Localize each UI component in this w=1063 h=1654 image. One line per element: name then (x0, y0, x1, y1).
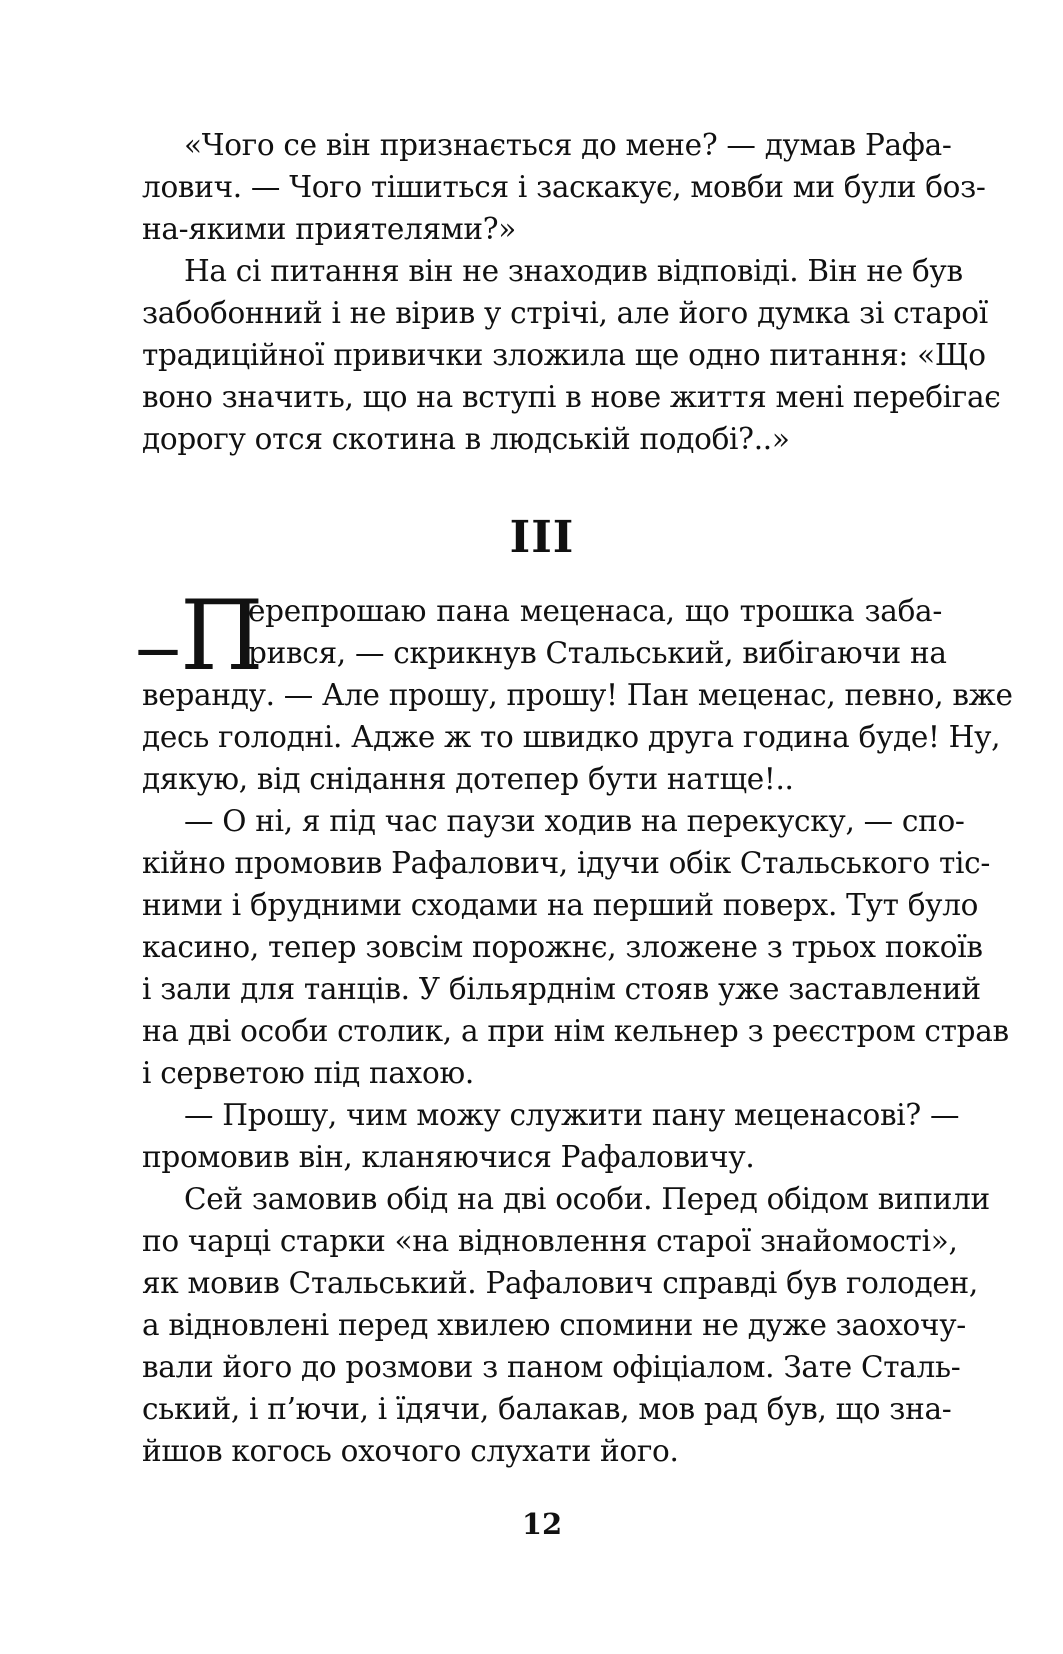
text-line: ський, і п’ючи, і їдячи, балакав, мов рад був, що зна- (142, 1392, 952, 1426)
text-line: і серветою під пахою. (142, 1056, 474, 1090)
text-line: «Чого се він признається до мене? — думав Рафа- (184, 128, 952, 162)
text-line: вали його до розмови з паном офіціалом. Зате Сталь- (142, 1350, 961, 1384)
text-line: традиційної привички зложила ще одно питання: «Що (142, 338, 986, 372)
text-line: як мовив Стальський. Рафалович справді був голоден, (142, 1266, 978, 1300)
text-line: воно значить, що на вступі в нове життя мені перебігає (142, 380, 1001, 414)
text-line: ерепрошаю пана меценаса, що трошка заба- (248, 594, 942, 628)
text-line: ними і брудними сходами на перший поверх. Тут було (142, 888, 979, 922)
text-line: і зали для танців. У більярднім стояв уже заставлений (142, 972, 981, 1006)
page-number: 12 (521, 1507, 563, 1541)
text-line: веранду. — Але прошу, прошу! Пан меценас, певно, вже (142, 678, 1013, 712)
text-line: промовив він, кланяючися Рафаловичу. (142, 1140, 755, 1174)
text-line: десь голодні. Адже ж то швидко друга година буде! Ну, (142, 720, 1001, 754)
text-line: — Прошу, чим можу служити пану меценасові? — (184, 1098, 960, 1132)
text-line: На сі питання він не знаходив відповіді. Він не був (184, 254, 963, 288)
text-line: на дві особи столик, а при нім кельнер з реєстром страв (142, 1014, 1009, 1048)
text-line: касино, тепер зовсім порожнє, зложене з трьох покоїв (142, 930, 983, 964)
text-line: кійно промовив Рафалович, ідучи обік Стальського тіс- (142, 846, 991, 880)
drop-cap-dash: — (136, 624, 180, 675)
chapter-title: III (509, 512, 575, 563)
text-line: по чарці старки «на відновлення старої знайомості», (142, 1224, 958, 1258)
drop-cap-letter: П (180, 580, 264, 692)
text-line: Сей замовив обід на дві особи. Перед обідом випили (184, 1182, 990, 1216)
text-line: а відновлені перед хвилею спомини не дуже заохочу- (142, 1308, 966, 1342)
text-line: на-якими приятелями?» (142, 212, 517, 246)
text-line: рився, — скрикнув Стальський, вибігаючи на (248, 636, 947, 670)
text-line: — О ні, я під час паузи ходив на перекуску, — спо- (184, 804, 965, 838)
text-line: дорогу отся скотина в людській подобі?..» (142, 422, 790, 456)
book-page (136, 0, 1013, 1654)
text-line: йшов когось охочого слухати його. (142, 1434, 679, 1468)
text-line: лович. — Чого тішиться і заскакує, мовби ми були боз- (142, 170, 986, 204)
text-line: забобонний і не вірив у стрічі, але його думка зі старої (142, 296, 988, 330)
text-line: дякую, від снідання дотепер бути натще!.. (142, 762, 794, 796)
